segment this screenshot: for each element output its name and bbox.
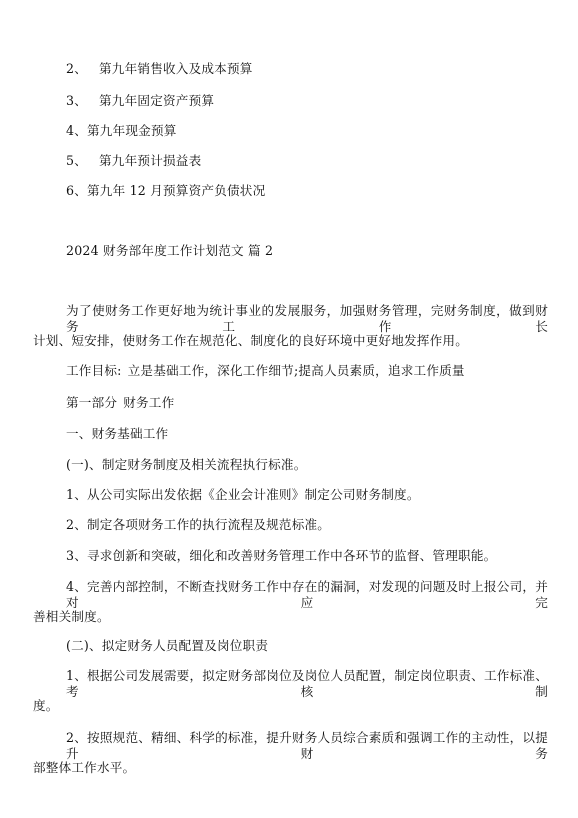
sub2-item-2-line-2: 部整体工作水平。: [33, 760, 136, 775]
subsection-2-title: (二)、拟定财务人员配置及岗位职责: [66, 638, 269, 653]
part-label: 第一部分: [66, 395, 118, 410]
attachment-item-4: [0, 123, 578, 139]
subsection-1-title: (一)、制定财务制度及相关流程执行标准。: [66, 457, 307, 472]
work-goal-label: 工作目标:: [66, 363, 122, 378]
list-item: 2、制定各项财务工作的执行流程及规范标准。: [66, 517, 331, 532]
attachment-text: 第九年固定资产预算: [99, 93, 215, 108]
part-heading: [0, 395, 578, 411]
list-item: 3、寻求创新和突破，细化和改善财务管理工作中各环节的监督、管理职能。: [66, 548, 497, 563]
attachment-text: 4、第九年现金预算: [66, 123, 177, 138]
attachment-text: 第九年销售收入及成本预算: [99, 61, 253, 76]
work-goal-text: 立是基础工作，深化工作细节;提高人员素质，追求工作质量: [127, 363, 465, 378]
attachment-number: 5、: [66, 153, 88, 168]
sub2-item-1-line-1: 1、根据公司发展需要，拟定财务部岗位及岗位人员配置，制定岗位职责、工作标准、考核制: [66, 668, 548, 699]
work-goal: [0, 363, 578, 379]
sub2-item-1-line-2: 度。: [33, 698, 59, 713]
part-title: 财务工作: [123, 395, 175, 410]
list-item-4-line-1: 4、完善内部控制，不断查找财务工作中存在的漏洞，对发现的问题及时上报公司，并对应完: [66, 579, 548, 610]
list-item: 1、从公司实际出发依据《企业会计准则》制定公司财务制度。: [66, 487, 420, 502]
attachment-text: 6、第九年 12 月预算资产负债状况: [66, 183, 266, 198]
attachment-item-3: [0, 93, 578, 109]
attachment-item-6: [0, 183, 578, 199]
attachment-item-2: [0, 61, 578, 77]
sub2-item-2-line-1: 2、按照规范、精细、科学的标准，提升财务人员综合素质和强调工作的主动性，以提升财务: [66, 730, 548, 761]
list-item-4-line-2: 善相关制度。: [33, 609, 110, 624]
intro-line-2: 计划、短安排，使财务工作在规范化、制度化的良好环境中更好地发挥作用。: [33, 333, 468, 348]
intro-line-1: 为了使财务工作更好地为统计事业的发展服务，加强财务管理，完财务制度，做到财务工作长: [66, 303, 548, 334]
attachment-text: 第九年预计损益表: [99, 153, 202, 168]
basic-work-heading: 一、财务基础工作: [66, 426, 169, 441]
attachment-number: 2、: [66, 61, 88, 76]
attachment-item-5: [0, 153, 578, 169]
attachment-number: 3、: [66, 93, 88, 108]
section-heading: 2024 财务部年度工作计划范文 篇 2: [66, 243, 274, 258]
